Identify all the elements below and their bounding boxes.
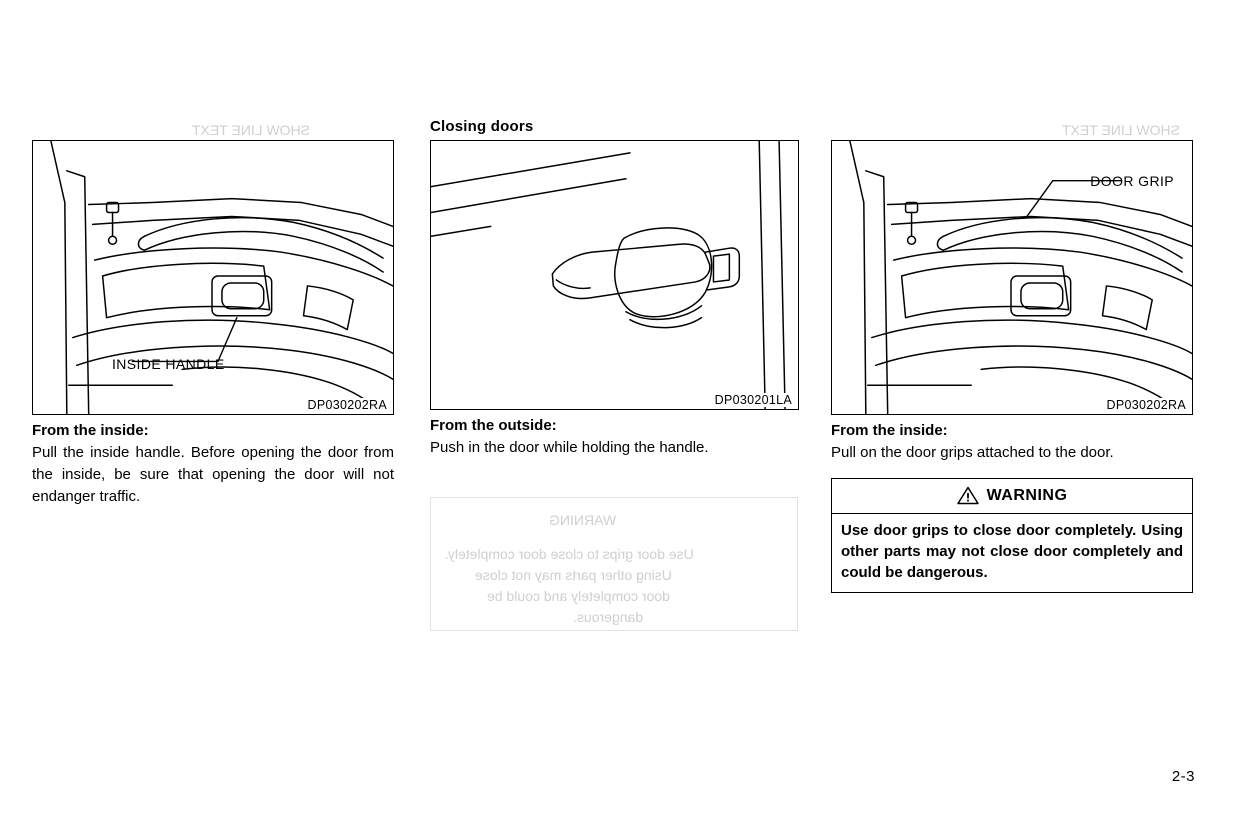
column-left (32, 118, 394, 508)
bleed-through-warning-line3: door completely and could be (487, 588, 670, 604)
warning-body-text: Use door grips to close door completely. Using other parts may not close door completely and could be dangerous. (841, 522, 1183, 581)
bleed-through-warning-box (430, 497, 798, 631)
figure-inside-handle (32, 140, 394, 415)
warning-title-text: WARNING (986, 486, 1068, 504)
bleed-through-warning-line1: Use door grips to close door completely. (445, 546, 694, 562)
subhead-from-the-inside-left: From the inside: (32, 422, 149, 439)
column-right (831, 118, 1193, 593)
bleed-through-top-right: SHOW LINE TEXT (1062, 122, 1180, 138)
bleed-through-warning-line4: dangerous. (573, 609, 644, 625)
column-middle (430, 118, 799, 459)
page-number: 2-3 (1171, 768, 1195, 785)
warning-header (832, 479, 1192, 514)
figure-callout-door-grip: DOOR GRIP (1090, 173, 1174, 189)
heading-closing-doors: Closing doors (430, 118, 534, 135)
bleed-through-top-left: SHOW LINE TEXT (192, 122, 310, 138)
subhead-from-the-inside-right: From the inside: (831, 422, 948, 439)
bleed-through-warning-line2: Using other parts may not close (475, 567, 672, 583)
body-text-left: Pull the inside handle. Before opening the door from the inside, be sure that opening the door will not endanger traffic. (32, 444, 394, 505)
warning-triangle-icon (957, 486, 979, 505)
body-text-right: Pull on the door grips attached to the door. (831, 444, 1114, 461)
figure-callout-inside-handle: INSIDE HANDLE (112, 356, 225, 372)
figure-code-right: DP030202RA (1106, 398, 1186, 412)
figure-outside-handle (430, 140, 799, 410)
figure-code-middle: DP030201LA (714, 393, 792, 407)
bleed-through-warning-title: WARNING (549, 512, 617, 528)
warning-box (831, 478, 1193, 593)
figure-code-left: DP030202RA (307, 398, 387, 412)
body-text-middle: Push in the door while holding the handle. (430, 439, 709, 456)
subhead-from-the-outside: From the outside: (430, 417, 557, 434)
figure-door-grip (831, 140, 1193, 415)
